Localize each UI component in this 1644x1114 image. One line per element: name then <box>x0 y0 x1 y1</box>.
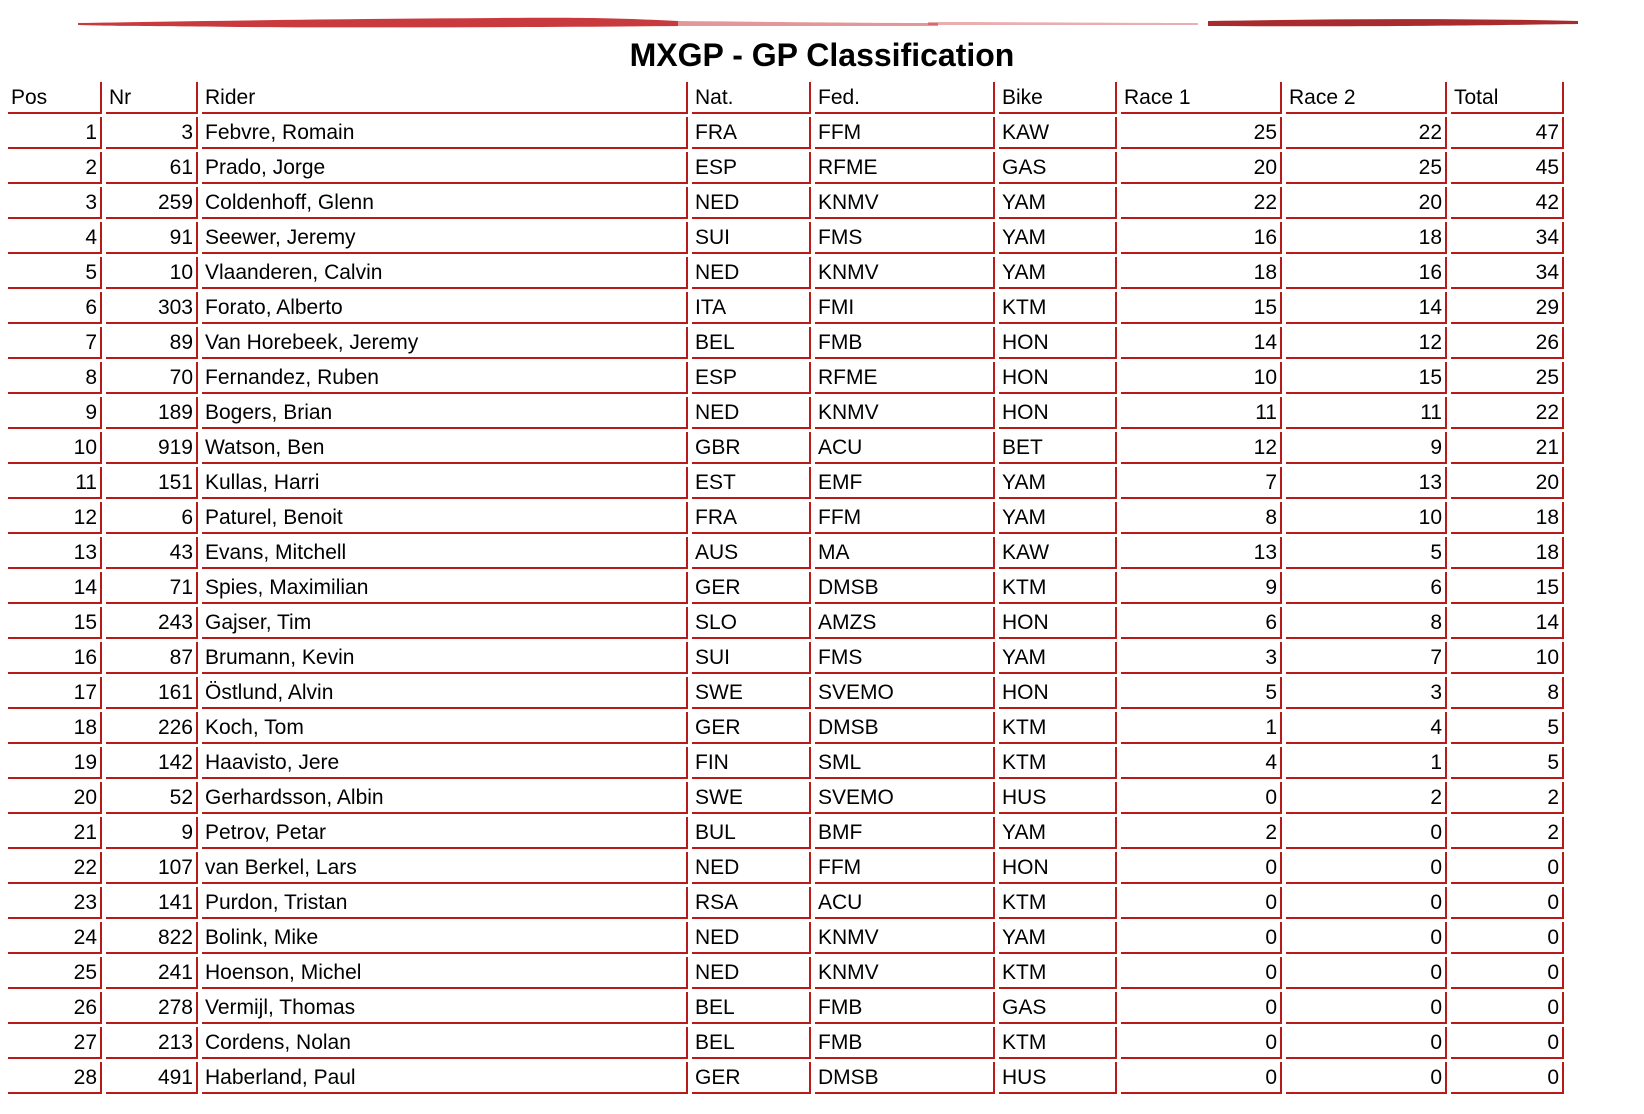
cell-race2: 7 <box>1286 642 1447 674</box>
cell-nr: 3 <box>106 117 198 149</box>
cell-nr: 6 <box>106 502 198 534</box>
cell-nr: 303 <box>106 292 198 324</box>
cell-total: 42 <box>1451 187 1564 219</box>
cell-race1: 0 <box>1121 1062 1282 1094</box>
cell-pos: 7 <box>8 327 102 359</box>
cell-nat: NED <box>692 922 811 954</box>
cell-total: 29 <box>1451 292 1564 324</box>
cell-nat: SWE <box>692 677 811 709</box>
cell-nr: 822 <box>106 922 198 954</box>
cell-rider: Prado, Jorge <box>202 152 688 184</box>
cell-rider: Van Horebeek, Jeremy <box>202 327 688 359</box>
cell-race2: 3 <box>1286 677 1447 709</box>
cell-rider: Petrov, Petar <box>202 817 688 849</box>
cell-race1: 8 <box>1121 502 1282 534</box>
cell-nat: SLO <box>692 607 811 639</box>
cell-race2: 25 <box>1286 152 1447 184</box>
cell-bike: KTM <box>999 712 1117 744</box>
cell-race2: 0 <box>1286 1027 1447 1059</box>
table-row <box>8 712 1636 744</box>
cell-bike: KTM <box>999 747 1117 779</box>
cell-race1: 0 <box>1121 887 1282 919</box>
table-row <box>8 922 1636 954</box>
cell-nat: NED <box>692 187 811 219</box>
cell-bike: HON <box>999 677 1117 709</box>
cell-bike: KTM <box>999 1027 1117 1059</box>
cell-rider: Fernandez, Ruben <box>202 362 688 394</box>
cell-pos: 3 <box>8 187 102 219</box>
cell-bike: KAW <box>999 117 1117 149</box>
cell-nat: SUI <box>692 222 811 254</box>
table-row <box>8 992 1636 1024</box>
cell-rider: Hoenson, Michel <box>202 957 688 989</box>
cell-pos: 26 <box>8 992 102 1024</box>
cell-nat: BEL <box>692 992 811 1024</box>
cell-race2: 4 <box>1286 712 1447 744</box>
cell-nat: GER <box>692 1062 811 1094</box>
cell-total: 0 <box>1451 992 1564 1024</box>
cell-total: 5 <box>1451 712 1564 744</box>
cell-fed: KNMV <box>815 187 995 219</box>
cell-race2: 6 <box>1286 572 1447 604</box>
cell-bike: GAS <box>999 152 1117 184</box>
cell-pos: 6 <box>8 292 102 324</box>
cell-nat: BEL <box>692 327 811 359</box>
cell-fed: DMSB <box>815 572 995 604</box>
cell-nat: ESP <box>692 362 811 394</box>
cell-bike: BET <box>999 432 1117 464</box>
cell-pos: 16 <box>8 642 102 674</box>
cell-total: 2 <box>1451 817 1564 849</box>
cell-nat: ESP <box>692 152 811 184</box>
cell-total: 20 <box>1451 467 1564 499</box>
header-rider: Rider <box>202 82 688 114</box>
cell-total: 26 <box>1451 327 1564 359</box>
cell-rider: Koch, Tom <box>202 712 688 744</box>
cell-nr: 919 <box>106 432 198 464</box>
cell-bike: KTM <box>999 887 1117 919</box>
cell-pos: 25 <box>8 957 102 989</box>
cell-nr: 89 <box>106 327 198 359</box>
cell-nat: NED <box>692 397 811 429</box>
cell-rider: Kullas, Harri <box>202 467 688 499</box>
cell-pos: 20 <box>8 782 102 814</box>
cell-race1: 12 <box>1121 432 1282 464</box>
cell-nat: FRA <box>692 117 811 149</box>
cell-nat: FRA <box>692 502 811 534</box>
cell-bike: KTM <box>999 572 1117 604</box>
cell-total: 34 <box>1451 222 1564 254</box>
brush-segment-1 <box>78 18 678 28</box>
cell-race1: 0 <box>1121 782 1282 814</box>
cell-nr: 91 <box>106 222 198 254</box>
header-nr: Nr <box>106 82 198 114</box>
cell-race1: 1 <box>1121 712 1282 744</box>
cell-fed: RFME <box>815 362 995 394</box>
cell-rider: Gerhardsson, Albin <box>202 782 688 814</box>
cell-nr: 226 <box>106 712 198 744</box>
cell-fed: SVEMO <box>815 677 995 709</box>
table-row <box>8 362 1636 394</box>
cell-nr: 10 <box>106 257 198 289</box>
cell-rider: Brumann, Kevin <box>202 642 688 674</box>
table-row <box>8 572 1636 604</box>
table-row <box>8 642 1636 674</box>
cell-nr: 151 <box>106 467 198 499</box>
cell-rider: Östlund, Alvin <box>202 677 688 709</box>
cell-race2: 0 <box>1286 957 1447 989</box>
cell-rider: Coldenhoff, Glenn <box>202 187 688 219</box>
cell-total: 45 <box>1451 152 1564 184</box>
cell-fed: FMB <box>815 327 995 359</box>
cell-race2: 8 <box>1286 607 1447 639</box>
cell-nat: BUL <box>692 817 811 849</box>
cell-total: 2 <box>1451 782 1564 814</box>
cell-nr: 87 <box>106 642 198 674</box>
cell-race2: 1 <box>1286 747 1447 779</box>
cell-pos: 9 <box>8 397 102 429</box>
cell-race1: 0 <box>1121 957 1282 989</box>
cell-fed: FMI <box>815 292 995 324</box>
classification-table <box>8 82 1636 1097</box>
cell-rider: Haavisto, Jere <box>202 747 688 779</box>
brush-segment-3 <box>928 22 1198 25</box>
cell-fed: KNMV <box>815 397 995 429</box>
table-row <box>8 1027 1636 1059</box>
cell-race1: 5 <box>1121 677 1282 709</box>
cell-race2: 14 <box>1286 292 1447 324</box>
page-title: MXGP - GP Classification <box>629 37 1015 73</box>
cell-pos: 27 <box>8 1027 102 1059</box>
cell-rider: Cordens, Nolan <box>202 1027 688 1059</box>
cell-total: 25 <box>1451 362 1564 394</box>
cell-fed: FMS <box>815 642 995 674</box>
cell-race2: 15 <box>1286 362 1447 394</box>
cell-fed: RFME <box>815 152 995 184</box>
cell-rider: van Berkel, Lars <box>202 852 688 884</box>
cell-race1: 0 <box>1121 922 1282 954</box>
cell-pos: 15 <box>8 607 102 639</box>
table-row <box>8 677 1636 709</box>
cell-race1: 22 <box>1121 187 1282 219</box>
cell-race1: 18 <box>1121 257 1282 289</box>
cell-bike: KTM <box>999 957 1117 989</box>
cell-total: 34 <box>1451 257 1564 289</box>
cell-fed: KNMV <box>815 922 995 954</box>
cell-fed: BMF <box>815 817 995 849</box>
cell-pos: 12 <box>8 502 102 534</box>
cell-bike: HON <box>999 397 1117 429</box>
cell-pos: 2 <box>8 152 102 184</box>
cell-pos: 8 <box>8 362 102 394</box>
cell-bike: YAM <box>999 187 1117 219</box>
cell-nr: 491 <box>106 1062 198 1094</box>
cell-total: 0 <box>1451 1062 1564 1094</box>
cell-rider: Watson, Ben <box>202 432 688 464</box>
table-row <box>8 257 1636 289</box>
table-row <box>8 502 1636 534</box>
table-row <box>8 782 1636 814</box>
table-row <box>8 467 1636 499</box>
cell-bike: HUS <box>999 1062 1117 1094</box>
cell-nat: GER <box>692 712 811 744</box>
cell-nr: 142 <box>106 747 198 779</box>
cell-nat: EST <box>692 467 811 499</box>
cell-nr: 43 <box>106 537 198 569</box>
cell-nr: 278 <box>106 992 198 1024</box>
cell-total: 47 <box>1451 117 1564 149</box>
cell-race1: 0 <box>1121 852 1282 884</box>
cell-fed: FMS <box>815 222 995 254</box>
cell-fed: FMB <box>815 1027 995 1059</box>
cell-bike: GAS <box>999 992 1117 1024</box>
cell-pos: 1 <box>8 117 102 149</box>
table-row <box>8 397 1636 429</box>
cell-nr: 52 <box>106 782 198 814</box>
brush-segment-4 <box>1208 19 1578 26</box>
cell-rider: Gajser, Tim <box>202 607 688 639</box>
cell-total: 0 <box>1451 922 1564 954</box>
cell-nat: AUS <box>692 537 811 569</box>
cell-fed: KNMV <box>815 257 995 289</box>
cell-pos: 22 <box>8 852 102 884</box>
cell-race2: 9 <box>1286 432 1447 464</box>
cell-race2: 0 <box>1286 992 1447 1024</box>
cell-total: 0 <box>1451 1027 1564 1059</box>
table-row <box>8 222 1636 254</box>
cell-pos: 24 <box>8 922 102 954</box>
cell-race1: 15 <box>1121 292 1282 324</box>
cell-race2: 5 <box>1286 537 1447 569</box>
cell-total: 15 <box>1451 572 1564 604</box>
cell-pos: 11 <box>8 467 102 499</box>
table-row <box>8 1062 1636 1094</box>
cell-nr: 141 <box>106 887 198 919</box>
cell-fed: DMSB <box>815 1062 995 1094</box>
table-row <box>8 152 1636 184</box>
cell-race1: 10 <box>1121 362 1282 394</box>
cell-pos: 19 <box>8 747 102 779</box>
cell-total: 21 <box>1451 432 1564 464</box>
cell-race1: 16 <box>1121 222 1282 254</box>
cell-nat: GBR <box>692 432 811 464</box>
cell-pos: 28 <box>8 1062 102 1094</box>
cell-total: 8 <box>1451 677 1564 709</box>
cell-total: 22 <box>1451 397 1564 429</box>
cell-bike: YAM <box>999 922 1117 954</box>
cell-race1: 13 <box>1121 537 1282 569</box>
cell-bike: YAM <box>999 257 1117 289</box>
cell-bike: YAM <box>999 467 1117 499</box>
cell-bike: HON <box>999 607 1117 639</box>
cell-total: 18 <box>1451 537 1564 569</box>
cell-bike: YAM <box>999 222 1117 254</box>
cell-bike: HON <box>999 327 1117 359</box>
cell-pos: 21 <box>8 817 102 849</box>
cell-nr: 9 <box>106 817 198 849</box>
header-bike: Bike <box>999 82 1117 114</box>
cell-nr: 241 <box>106 957 198 989</box>
cell-race2: 0 <box>1286 1062 1447 1094</box>
table-row <box>8 432 1636 464</box>
cell-race2: 18 <box>1286 222 1447 254</box>
table-row <box>8 537 1636 569</box>
cell-total: 5 <box>1451 747 1564 779</box>
cell-bike: YAM <box>999 642 1117 674</box>
cell-rider: Vlaanderen, Calvin <box>202 257 688 289</box>
cell-race2: 0 <box>1286 887 1447 919</box>
cell-nat: GER <box>692 572 811 604</box>
cell-fed: AMZS <box>815 607 995 639</box>
cell-total: 14 <box>1451 607 1564 639</box>
cell-fed: KNMV <box>815 957 995 989</box>
cell-pos: 18 <box>8 712 102 744</box>
cell-race2: 20 <box>1286 187 1447 219</box>
cell-race1: 6 <box>1121 607 1282 639</box>
cell-race2: 22 <box>1286 117 1447 149</box>
cell-rider: Vermijl, Thomas <box>202 992 688 1024</box>
cell-nat: ITA <box>692 292 811 324</box>
cell-race2: 0 <box>1286 922 1447 954</box>
cell-fed: MA <box>815 537 995 569</box>
header-race2: Race 2 <box>1286 82 1447 114</box>
cell-rider: Bogers, Brian <box>202 397 688 429</box>
cell-nr: 71 <box>106 572 198 604</box>
cell-rider: Purdon, Tristan <box>202 887 688 919</box>
cell-bike: KTM <box>999 292 1117 324</box>
cell-rider: Forato, Alberto <box>202 292 688 324</box>
cell-nat: NED <box>692 957 811 989</box>
cell-race2: 16 <box>1286 257 1447 289</box>
cell-pos: 10 <box>8 432 102 464</box>
cell-race1: 11 <box>1121 397 1282 429</box>
cell-race1: 3 <box>1121 642 1282 674</box>
cell-nr: 189 <box>106 397 198 429</box>
cell-fed: DMSB <box>815 712 995 744</box>
cell-pos: 17 <box>8 677 102 709</box>
header-pos: Pos <box>8 82 102 114</box>
cell-rider: Haberland, Paul <box>202 1062 688 1094</box>
cell-pos: 5 <box>8 257 102 289</box>
cell-fed: SVEMO <box>815 782 995 814</box>
cell-race2: 11 <box>1286 397 1447 429</box>
cell-race2: 0 <box>1286 817 1447 849</box>
cell-race2: 2 <box>1286 782 1447 814</box>
cell-nr: 70 <box>106 362 198 394</box>
cell-nr: 213 <box>106 1027 198 1059</box>
cell-race1: 0 <box>1121 992 1282 1024</box>
table-row <box>8 607 1636 639</box>
cell-race2: 12 <box>1286 327 1447 359</box>
cell-fed: FFM <box>815 502 995 534</box>
header-fed: Fed. <box>815 82 995 114</box>
cell-race1: 7 <box>1121 467 1282 499</box>
cell-race2: 13 <box>1286 467 1447 499</box>
cell-nr: 161 <box>106 677 198 709</box>
cell-bike: KAW <box>999 537 1117 569</box>
cell-race1: 0 <box>1121 1027 1282 1059</box>
table-row <box>8 327 1636 359</box>
table-row <box>8 187 1636 219</box>
cell-nr: 259 <box>106 187 198 219</box>
cell-fed: FFM <box>815 117 995 149</box>
cell-bike: YAM <box>999 502 1117 534</box>
cell-fed: SML <box>815 747 995 779</box>
cell-rider: Bolink, Mike <box>202 922 688 954</box>
cell-pos: 13 <box>8 537 102 569</box>
cell-nr: 107 <box>106 852 198 884</box>
table-row <box>8 852 1636 884</box>
cell-rider: Febvre, Romain <box>202 117 688 149</box>
header-nat: Nat. <box>692 82 811 114</box>
cell-rider: Evans, Mitchell <box>202 537 688 569</box>
cell-nat: NED <box>692 257 811 289</box>
cell-race1: 14 <box>1121 327 1282 359</box>
cell-total: 0 <box>1451 957 1564 989</box>
cell-rider: Paturel, Benoit <box>202 502 688 534</box>
cell-race1: 4 <box>1121 747 1282 779</box>
cell-race1: 2 <box>1121 817 1282 849</box>
cell-fed: FFM <box>815 852 995 884</box>
cell-bike: HON <box>999 362 1117 394</box>
cell-race2: 10 <box>1286 502 1447 534</box>
cell-pos: 23 <box>8 887 102 919</box>
table-row <box>8 817 1636 849</box>
red-brush-stroke <box>78 16 1578 32</box>
cell-race1: 9 <box>1121 572 1282 604</box>
cell-pos: 14 <box>8 572 102 604</box>
cell-bike: HON <box>999 852 1117 884</box>
cell-total: 10 <box>1451 642 1564 674</box>
cell-nat: BEL <box>692 1027 811 1059</box>
header-total: Total <box>1451 82 1564 114</box>
table-row <box>8 887 1636 919</box>
cell-nr: 61 <box>106 152 198 184</box>
header-race1: Race 1 <box>1121 82 1282 114</box>
cell-fed: FMB <box>815 992 995 1024</box>
table-row <box>8 117 1636 149</box>
brush-segment-2 <box>678 21 938 26</box>
table-row <box>8 957 1636 989</box>
cell-rider: Seewer, Jeremy <box>202 222 688 254</box>
cell-rider: Spies, Maximilian <box>202 572 688 604</box>
cell-nat: FIN <box>692 747 811 779</box>
cell-nat: SUI <box>692 642 811 674</box>
cell-nat: RSA <box>692 887 811 919</box>
cell-race1: 25 <box>1121 117 1282 149</box>
cell-nr: 243 <box>106 607 198 639</box>
header-row <box>8 82 1636 114</box>
cell-race2: 0 <box>1286 852 1447 884</box>
cell-fed: ACU <box>815 432 995 464</box>
cell-bike: HUS <box>999 782 1117 814</box>
cell-fed: EMF <box>815 467 995 499</box>
cell-nat: SWE <box>692 782 811 814</box>
cell-fed: ACU <box>815 887 995 919</box>
cell-total: 0 <box>1451 852 1564 884</box>
cell-total: 18 <box>1451 502 1564 534</box>
cell-total: 0 <box>1451 887 1564 919</box>
cell-nat: NED <box>692 852 811 884</box>
table-row <box>8 747 1636 779</box>
cell-race1: 20 <box>1121 152 1282 184</box>
table-row <box>8 292 1636 324</box>
cell-bike: YAM <box>999 817 1117 849</box>
cell-pos: 4 <box>8 222 102 254</box>
